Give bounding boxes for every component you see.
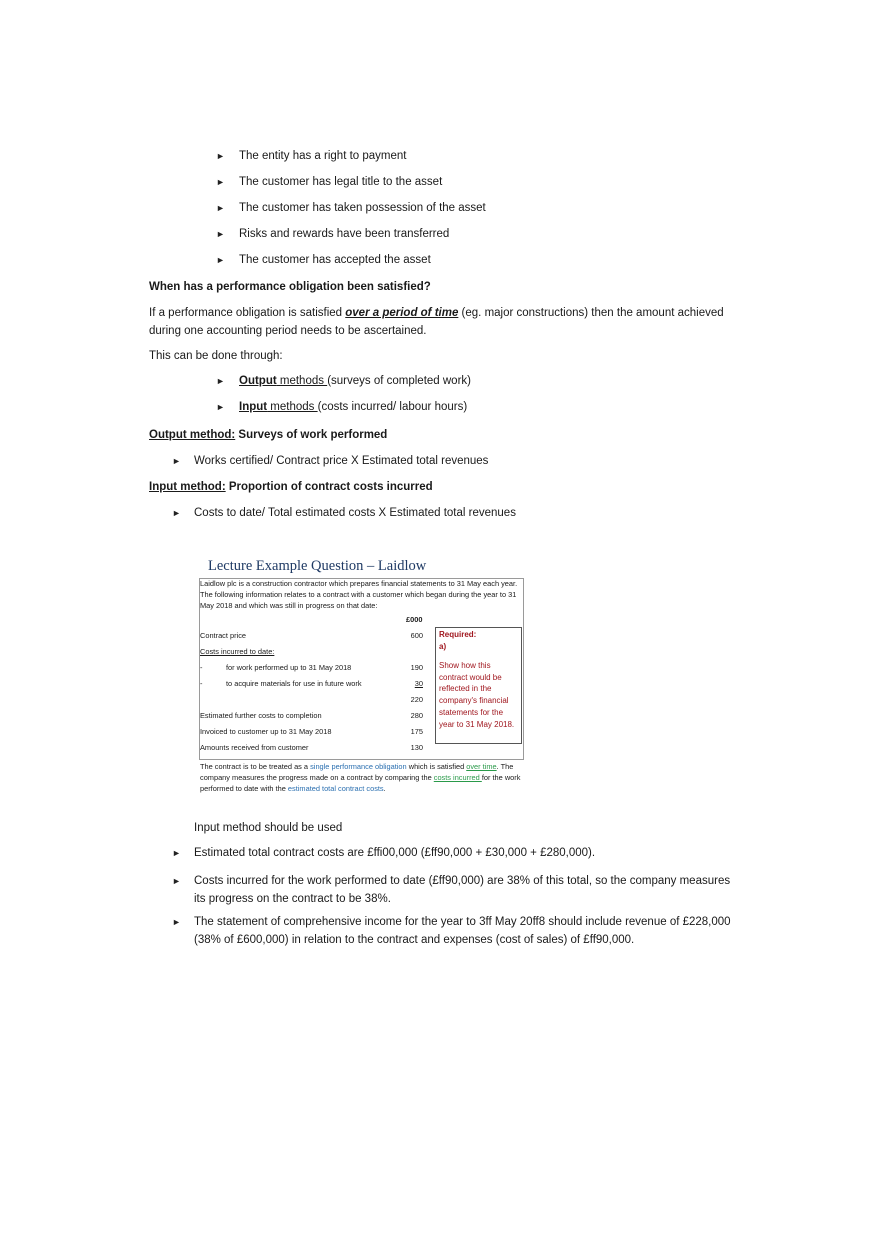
- list-item: Works certified/ Contract price X Estimated total revenues: [194, 455, 489, 467]
- footer-text: which is satisfied: [406, 762, 467, 771]
- method-suffix: methods: [267, 401, 318, 413]
- figure-intro: Laidlow plc is a construction contractor which prepares financial statements to 31 May each year. The following information relates to a contract with a customer which began during the year to 31 May 2018 and which was still in progress on that date:: [200, 579, 518, 610]
- footer-text: . The company measures the progress made on a contract by comparing the: [200, 762, 514, 783]
- row-label: for work performed up to 31 May 2018: [226, 663, 352, 672]
- list-item: The customer has legal title to the asset: [239, 176, 443, 188]
- required-label: Required:: [439, 630, 477, 639]
- paragraph: This can be done through:: [149, 350, 283, 362]
- method-desc: (costs incurred/ labour hours): [317, 401, 468, 413]
- row-label: Invoiced to customer up to 31 May 2018: [200, 727, 332, 736]
- row-value: 130: [410, 743, 423, 752]
- row-value: 280: [410, 711, 423, 720]
- method-suffix: methods: [276, 375, 328, 387]
- section-heading: When has a performance obligation been satisfied?: [149, 281, 431, 293]
- row-value: 600: [410, 631, 423, 640]
- footer-highlight: single performance obligation: [310, 762, 407, 771]
- list-item: The entity has a right to payment: [239, 150, 407, 162]
- footer-highlight: over time: [466, 762, 497, 771]
- footer-text: The contract is to be treated as a: [200, 762, 311, 771]
- row-heading: Costs incurred to date:: [200, 647, 275, 656]
- figure-title: Lecture Example Question – Laidlow: [208, 558, 427, 574]
- emphasis-text: over a period of time: [345, 307, 459, 319]
- bullet-marker: ►: [216, 376, 225, 386]
- list-item: The customer has accepted the asset: [239, 254, 431, 266]
- row-label: Estimated further costs to completion: [200, 711, 322, 720]
- row-subtotal: 220: [410, 695, 423, 704]
- row-dash: -: [200, 663, 203, 672]
- bullet-marker: ►: [172, 876, 181, 886]
- answer-intro: Input method should be used: [194, 822, 343, 834]
- bullet-marker: ►: [216, 151, 225, 161]
- section-heading: [149, 479, 433, 497]
- unit-header: £000: [406, 615, 423, 624]
- answer-item: Costs incurred for the work performed to date (£ff90,000) are 38% of this total, so the company measures its progress on the contract to be 38%.: [194, 875, 731, 905]
- heading-label: Input method:: [149, 481, 226, 493]
- list-item: The customer has taken possession of the asset: [239, 202, 486, 214]
- row-value: 175: [410, 727, 423, 736]
- heading-label: Output method:: [149, 429, 236, 441]
- list-item: [239, 373, 471, 391]
- required-box: [435, 627, 522, 744]
- method-name: Input: [239, 401, 268, 413]
- figure-footer: [200, 761, 524, 795]
- footer-text: for the work performed to date with the: [200, 773, 521, 794]
- para-text: (eg. major constructions) then the amount achieved during one accounting period needs to be ascertained.: [149, 307, 724, 337]
- heading-text: Surveys of work performed: [235, 429, 388, 441]
- bullet-marker: ►: [172, 848, 181, 858]
- method-name: Output: [239, 375, 277, 387]
- row-value: 30: [414, 679, 423, 688]
- answer-item: Estimated total contract costs are £ffi00,000 (£ff90,000 + £30,000 + £280,000).: [194, 847, 596, 859]
- row-value: 190: [410, 663, 423, 672]
- list-item: [239, 399, 467, 417]
- list-item: Costs to date/ Total estimated costs X Estimated total revenues: [194, 507, 516, 519]
- row-label: Contract price: [200, 631, 247, 640]
- bullet-marker: ►: [216, 255, 225, 265]
- bullet-marker: ►: [172, 917, 181, 927]
- bullet-marker: ►: [172, 508, 181, 518]
- footer-highlight: costs incurred: [433, 773, 482, 783]
- required-body: Show how this contract would be reflected in the company's financial statements for the year to 31 May 2018.: [439, 661, 515, 729]
- row-label: Amounts received from customer: [200, 743, 309, 752]
- bullet-marker: ►: [216, 203, 225, 213]
- para-text: If a performance obligation is satisfied: [149, 307, 346, 319]
- row-dash: -: [200, 679, 203, 688]
- row-label: to acquire materials for use in future work: [226, 679, 362, 688]
- bullet-marker: ►: [216, 229, 225, 239]
- section-heading: [149, 427, 387, 445]
- lecture-example-figure: [196, 556, 532, 812]
- method-desc: (surveys of completed work): [327, 375, 471, 387]
- bullet-marker: ►: [216, 402, 225, 412]
- bullet-marker: ►: [216, 177, 225, 187]
- required-part: a): [439, 641, 447, 651]
- list-item: Risks and rewards have been transferred: [239, 228, 450, 240]
- footer-highlight: estimated total contract costs: [287, 784, 384, 794]
- heading-text: Proportion of contract costs incurred: [225, 481, 433, 493]
- footer-text: .: [383, 784, 386, 794]
- answer-item: The statement of comprehensive income for the year to 3ff May 20ff8 should include revenue of £228,000 (38% of £600,000) in relation to the contract and expenses (cost of sales) of £ff90,000.: [194, 916, 731, 946]
- required-title: [439, 629, 476, 652]
- paragraph: [149, 305, 734, 340]
- bullet-marker: ►: [172, 456, 181, 466]
